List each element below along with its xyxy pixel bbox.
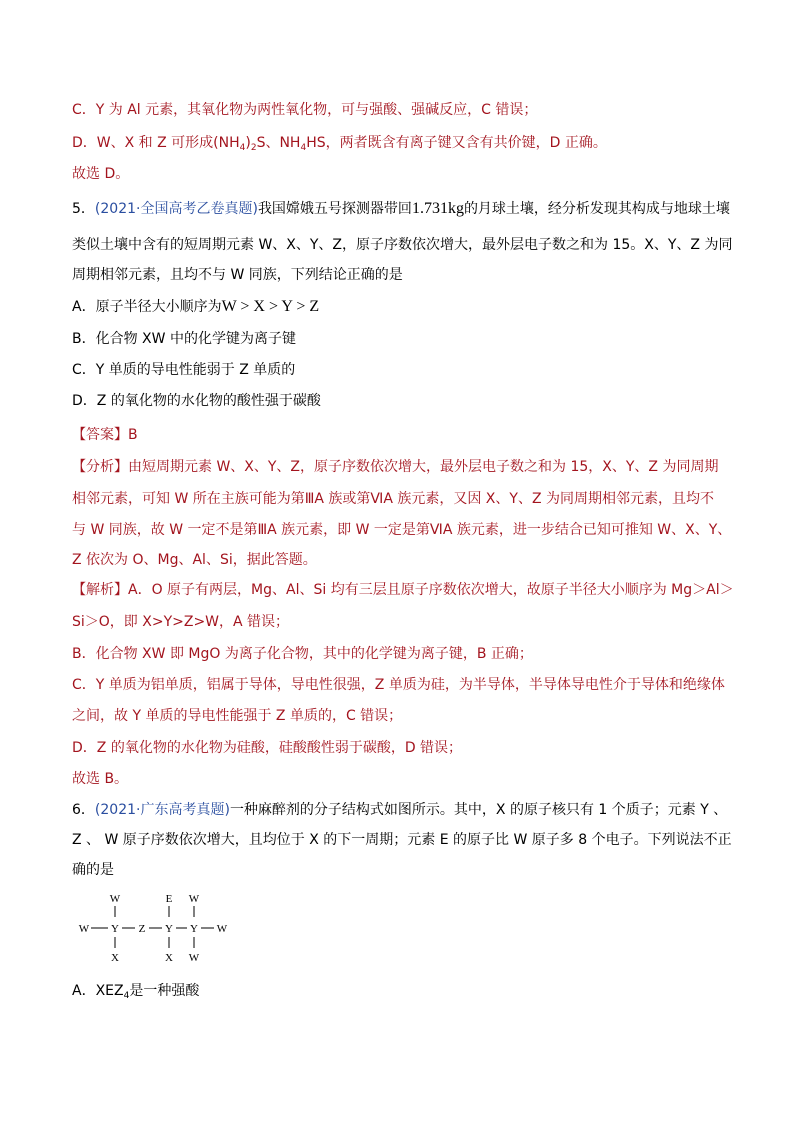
q6-stem-line-1: 6．(2021·广东高考真题)一种麻醉剂的分子结构式如图所示。其中，X 的原子核只有 1 个质子；元素 Y 、 bbox=[72, 802, 728, 818]
q5-source: (2021·全国高考乙卷真题) bbox=[94, 201, 258, 217]
q6-number: 6． bbox=[72, 802, 95, 818]
q5-explain-line-3: B．化合物 XW 即 MgO 为离子化合物，其中的化学键为离子键，B 正确； bbox=[72, 646, 533, 662]
q6-stem-line-3: 确的是 bbox=[72, 862, 114, 878]
q5-option-a: A．原子半径大小顺序为W > X > Y > Z bbox=[72, 298, 320, 315]
atom-e-top: E bbox=[165, 893, 173, 905]
q5-analysis-line-4: Z 依次为 O、Mg、Al、Si，据此答题。 bbox=[72, 552, 317, 568]
prev-option-c: C．Y 为 Al 元素，其氧化物为两性氧化物，可与强酸、强碱反应，C 错误； bbox=[72, 102, 538, 118]
q5-analysis-line-2: 相邻元素，可知 W 所在主族可能为第ⅢA 族或第ⅥA 族元素，又因 X、Y、Z 为同周期相邻元素，且均不 bbox=[72, 491, 714, 507]
atom-w-bottom: W bbox=[188, 952, 200, 964]
atom-x-bottom-1: X bbox=[111, 952, 119, 964]
atom-w-left: W bbox=[78, 923, 90, 935]
q5-conclusion: 故选 B。 bbox=[72, 771, 129, 787]
q5-explain-line-1: 【解析】A．O 原子有两层，Mg、Al、Si 均有三层且原子序数依次增大，故原子半径大小顺序为 Mg＞Al＞ bbox=[72, 582, 734, 598]
q5-answer: 【答案】B bbox=[72, 427, 138, 443]
q6-source: (2021·广东高考真题) bbox=[94, 802, 230, 818]
q5-option-b: B．化合物 XW 中的化学键为离子键 bbox=[72, 331, 296, 347]
atom-x-bottom-2: X bbox=[165, 952, 173, 964]
atom-w-right: W bbox=[216, 923, 228, 935]
atom-y-2: Y bbox=[165, 923, 173, 935]
q5-explain-line-6: D．Z 的氧化物的水化物为硅酸，硅酸酸性弱于碳酸，D 错误； bbox=[72, 740, 463, 756]
q5-number: 5． bbox=[72, 201, 95, 217]
q6-structural-formula bbox=[72, 889, 242, 969]
q5-stem-line-2: 类似土壤中含有的短周期元素 W、X、Y、Z，原子序数依次增大，最外层电子数之和为 15。X、Y、Z 为同 bbox=[72, 237, 733, 253]
atom-y-1: Y bbox=[111, 923, 119, 935]
atom-z: Z bbox=[138, 923, 146, 935]
q5-analysis-line-3: 与 W 同族，故 W 一定不是第ⅢA 族元素，即 W 一定是第ⅥA 族元素，进一步结合已知可推知 W、X、Y、 bbox=[72, 522, 732, 538]
atom-y-3: Y bbox=[190, 923, 198, 935]
q5-stem-line-3: 周期相邻元素，且均不与 W 同族，下列结论正确的是 bbox=[72, 267, 403, 283]
q5-option-c: C．Y 单质的导电性能弱于 Z 单质的 bbox=[72, 362, 296, 378]
q5-explain-line-4: C．Y 单质为铝单质，铝属于导体，导电性很强，Z 单质为硅，为半导体，半导体导电性介于导体和绝缘体 bbox=[72, 677, 725, 693]
q5-stem-line-1: 5．(2021·全国高考乙卷真题)我国嫦娥五号探测器带回1.731kg的月球土壤，经分析发现其构成与地球土壤 bbox=[72, 200, 730, 217]
q5-analysis-line-1: 【分析】由短周期元素 W、X、Y、Z，原子序数依次增大，最外层电子数之和为 15，X、Y、Z 为同周期 bbox=[72, 459, 719, 475]
q5-explain-line-5: 之间，故 Y 单质的导电性能强于 Z 单质的，C 错误； bbox=[72, 708, 403, 724]
prev-option-d: D．W、X 和 Z 可形成$(NH_4)_2S$、$NH_4HS$，两者既含有离子键又含有共价键，D 正确。 bbox=[72, 135, 607, 153]
q5-explain-line-2: Si＞O，即 X>Y>Z>W，A 错误； bbox=[72, 614, 290, 630]
q6-option-a: A．$XEZ_4$是一种强酸 bbox=[72, 983, 200, 1001]
atom-w-top-2: W bbox=[188, 893, 200, 905]
prev-conclusion: 故选 D。 bbox=[72, 166, 130, 182]
q6-stem-line-2: Z 、 W 原子序数依次增大，且均位于 X 的下一周期；元素 E 的原子比 W 原子多 8 个电子。下列说法不正 bbox=[72, 832, 732, 848]
q5-option-d: D．Z 的氧化物的水化物的酸性强于碳酸 bbox=[72, 393, 321, 409]
atom-w-top-1: W bbox=[109, 893, 121, 905]
